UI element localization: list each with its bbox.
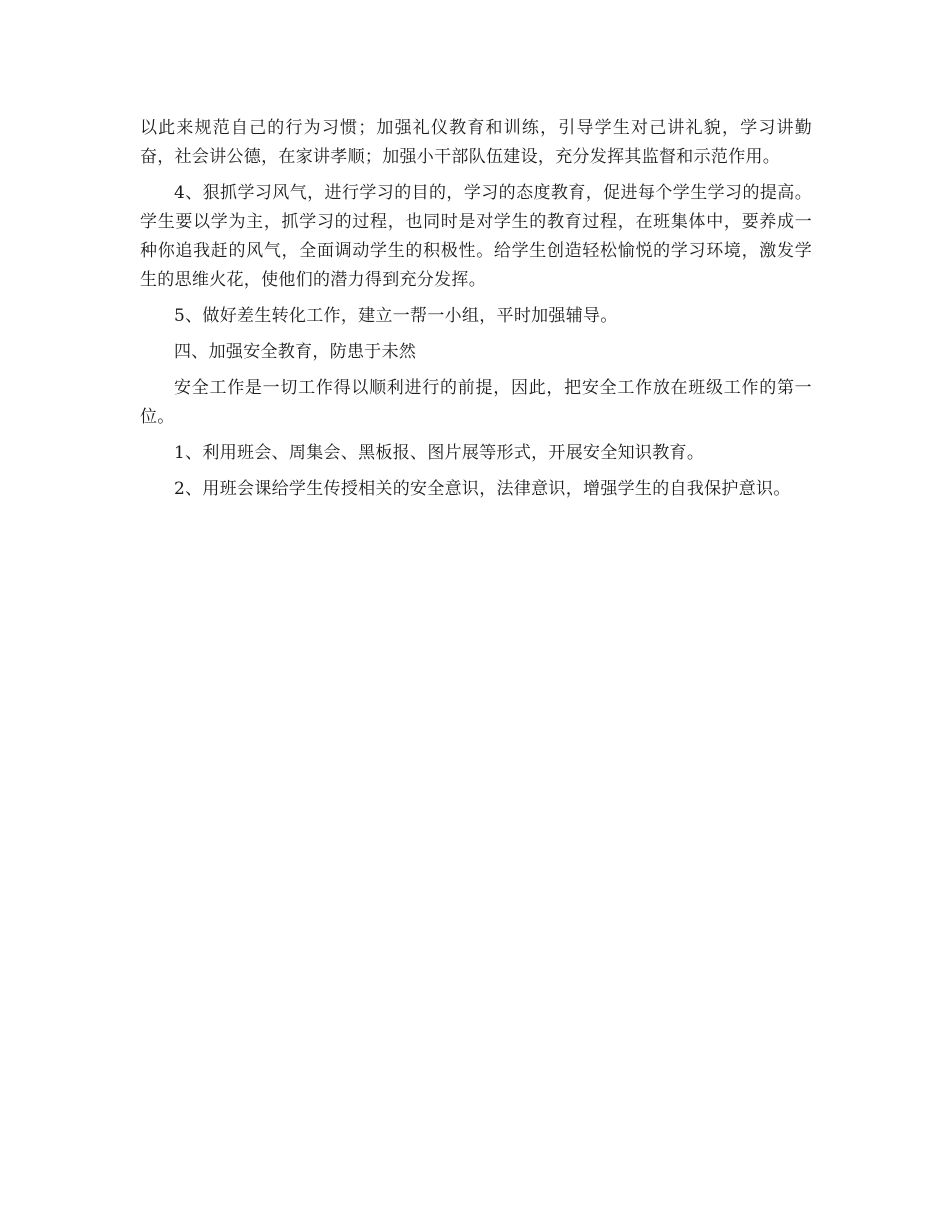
paragraph-behavior-habits: 以此来规范自己的行为习惯；加强礼仪教育和训练，引导学生对己讲礼貌，学习讲勤奋，社会讲公德，在家讲孝顺；加强小干部队伍建设，充分发挥其监督和示范作用。 <box>140 118 812 167</box>
paragraph-safety-priority: 安全工作是一切工作得以顺利进行的前提，因此，把安全工作放在班级工作的第一位。 <box>140 378 812 427</box>
paragraph-safety-activities: 1、利用班会、周集会、黑板报、图片展等形式，开展安全知识教育。 <box>174 443 705 463</box>
paragraph-safety-awareness: 2、用班会课给学生传授相关的安全意识，法律意识，增强学生的自我保护意识。 <box>174 479 791 499</box>
document-body <box>140 114 812 511</box>
paragraph-study-atmosphere: 4、狠抓学习风气，进行学习的目的，学习的态度教育，促进每个学生学习的提高。学生要以学为主，抓学习的过程，也同时是对学生的教育过程，在班集体中，要养成一种你追我赶的风气，全面调动学生的积极性。给学生创造轻松愉悦的学习环境，激发学生的思维火花，使他们的潜力得到充分发挥。 <box>140 183 812 290</box>
paragraph-struggling-students: 5、做好差生转化工作，建立一帮一小组，平时加强辅导。 <box>174 306 618 326</box>
section-heading-safety: 四、加强安全教育，防患于未然 <box>174 342 417 362</box>
